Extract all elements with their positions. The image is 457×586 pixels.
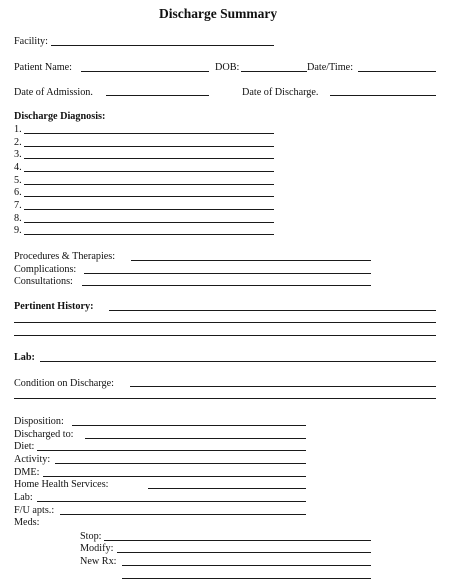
condition-on-discharge-line[interactable] bbox=[14, 398, 436, 399]
diet-label: Diet: bbox=[14, 441, 35, 452]
dob-field[interactable] bbox=[241, 71, 307, 72]
diagnosis-line[interactable] bbox=[24, 209, 274, 210]
discharged-to-label: Discharged to: bbox=[14, 429, 74, 440]
condition-on-discharge-field[interactable] bbox=[130, 386, 436, 387]
pertinent-history-line[interactable] bbox=[14, 335, 436, 336]
diagnosis-number: 7. bbox=[14, 200, 22, 211]
diagnosis-number: 3. bbox=[14, 149, 22, 160]
meds-stop-label: Stop: bbox=[80, 531, 102, 542]
meds-new-rx-label: New Rx: bbox=[80, 556, 117, 567]
meds-modify-label: Modify: bbox=[80, 543, 114, 554]
activity-label: Activity: bbox=[14, 454, 51, 465]
diagnosis-number: 9. bbox=[14, 225, 22, 236]
diagnosis-number: 6. bbox=[14, 187, 22, 198]
dob-label: DOB: bbox=[215, 62, 240, 73]
facility-field[interactable] bbox=[51, 45, 274, 46]
date-admission-label: Date of Admission. bbox=[14, 87, 93, 98]
diagnosis-number: 2. bbox=[14, 137, 22, 148]
date-time-field[interactable] bbox=[358, 71, 436, 72]
diagnosis-line[interactable] bbox=[24, 234, 274, 235]
fu-apts-field[interactable] bbox=[60, 514, 306, 515]
complications-field[interactable] bbox=[84, 273, 371, 274]
pertinent-history-label: Pertinent History: bbox=[14, 301, 94, 312]
diagnosis-number: 5. bbox=[14, 175, 22, 186]
page-title: Discharge Summary bbox=[159, 6, 278, 21]
diagnosis-line[interactable] bbox=[24, 184, 274, 185]
diagnosis-line[interactable] bbox=[24, 146, 274, 147]
patient-name-field[interactable] bbox=[81, 71, 209, 72]
complications-label: Complications: bbox=[14, 264, 77, 275]
date-admission-field[interactable] bbox=[106, 95, 209, 96]
consultations-field[interactable] bbox=[82, 285, 371, 286]
diagnosis-number: 8. bbox=[14, 213, 22, 224]
discharged-to-field[interactable] bbox=[85, 438, 306, 439]
procedures-therapies-field[interactable] bbox=[131, 260, 371, 261]
procedures-therapies-label: Procedures & Therapies: bbox=[14, 251, 116, 262]
date-time-label: Date/Time: bbox=[307, 62, 354, 73]
lab-label: Lab: bbox=[14, 352, 35, 363]
diagnosis-line[interactable] bbox=[24, 133, 274, 134]
home-health-services-label: Home Health Services: bbox=[14, 479, 109, 490]
condition-on-discharge-label: Condition on Discharge: bbox=[14, 378, 114, 389]
date-discharge-label: Date of Discharge. bbox=[242, 87, 319, 98]
diagnosis-line[interactable] bbox=[24, 196, 274, 197]
diagnosis-line[interactable] bbox=[24, 158, 274, 159]
patient-name-label: Patient Name: bbox=[14, 62, 72, 73]
home-health-services-field[interactable] bbox=[148, 488, 306, 489]
disposition-lab-label: Lab: bbox=[14, 492, 33, 503]
dme-field[interactable] bbox=[43, 476, 306, 477]
meds-label: Meds: bbox=[14, 517, 40, 528]
diagnosis-number: 4. bbox=[14, 162, 22, 173]
diet-field[interactable] bbox=[37, 450, 306, 451]
meds-new-rx-field[interactable] bbox=[122, 565, 371, 566]
disposition-field[interactable] bbox=[72, 425, 306, 426]
meds-modify-field[interactable] bbox=[117, 552, 371, 553]
diagnosis-line[interactable] bbox=[24, 171, 274, 172]
meds-new-rx-line[interactable] bbox=[122, 578, 371, 579]
disposition-lab-field[interactable] bbox=[37, 501, 306, 502]
diagnosis-line[interactable] bbox=[24, 222, 274, 223]
meds-stop-field[interactable] bbox=[104, 540, 371, 541]
diagnosis-number: 1. bbox=[14, 124, 22, 135]
consultations-label: Consultations: bbox=[14, 276, 73, 287]
facility-label: Facility: bbox=[14, 36, 48, 47]
pertinent-history-field[interactable] bbox=[109, 310, 436, 311]
disposition-label: Disposition: bbox=[14, 416, 64, 427]
diagnosis-heading: Discharge Diagnosis: bbox=[14, 111, 106, 122]
pertinent-history-line[interactable] bbox=[14, 322, 436, 323]
lab-field[interactable] bbox=[40, 361, 436, 362]
fu-apts-label: F/U apts.: bbox=[14, 505, 55, 516]
date-discharge-field[interactable] bbox=[330, 95, 436, 96]
activity-field[interactable] bbox=[55, 463, 306, 464]
dme-label: DME: bbox=[14, 467, 40, 478]
